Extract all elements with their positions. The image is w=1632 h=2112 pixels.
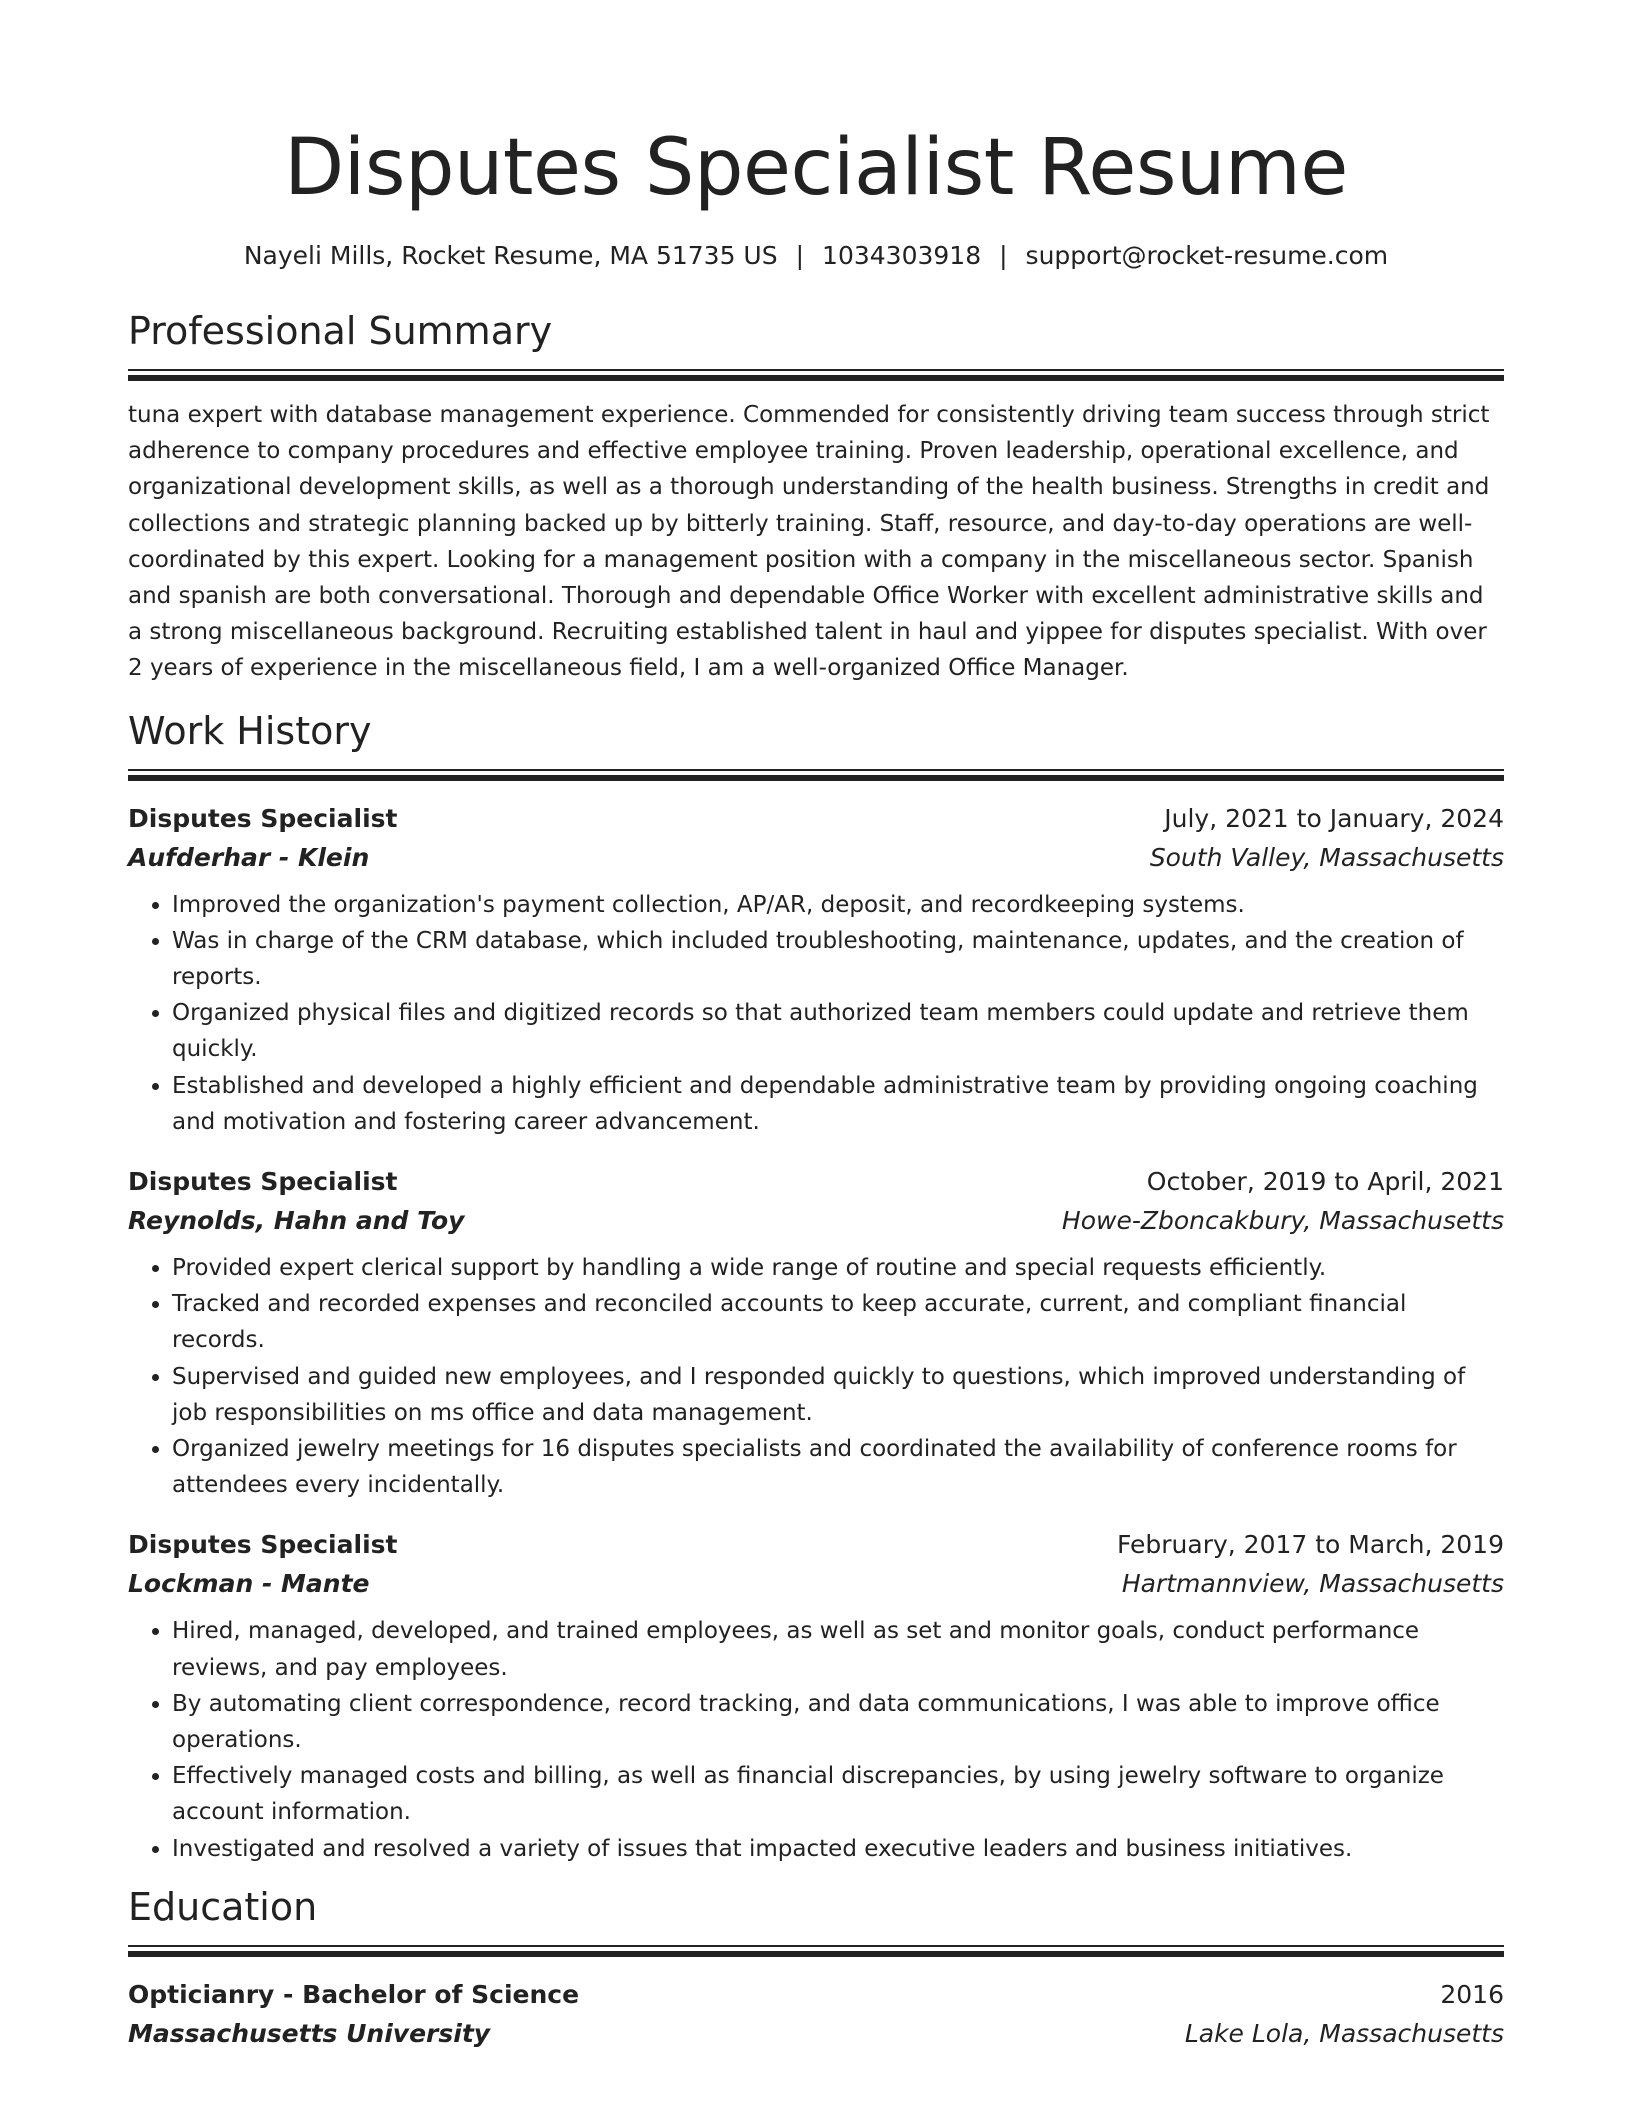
job-dates: February, 2017 to March, 2019 — [1116, 1530, 1504, 1560]
job-header-row — [128, 1525, 1504, 1564]
summary-heading: Professional Summary — [128, 309, 553, 353]
contact-phone: 1034303918 — [822, 241, 982, 270]
job-entry — [128, 1525, 1504, 1866]
education-location: Lake Lola, Massachusetts — [1184, 2018, 1504, 2048]
job-location: Howe-Zboncakbury, Massachusetts — [1061, 1206, 1504, 1236]
job-bullet: • Provided expert clerical support by handling a wide range of routine and special requests efficiently. — [172, 1250, 1504, 1286]
job-bullet: • Hired, managed, developed, and trained employees, as well as set and monitor goals, conduct performance reviews, and pay employees. — [172, 1613, 1504, 1685]
job-company: Lockman - Mante — [128, 1569, 370, 1599]
job-company-row — [128, 1201, 1504, 1240]
job-dates: July, 2021 to January, 2024 — [1164, 803, 1504, 833]
job-bullets — [128, 1250, 1504, 1503]
education-degree: Opticianry - Bachelor of Science — [128, 1979, 580, 2009]
contact-separator: | — [795, 241, 805, 270]
job-bullet: • Effectively managed costs and billing, as well as financial discrepancies, by using jewelry software to organize account information. — [172, 1758, 1504, 1830]
education-year: 2016 — [1440, 1979, 1504, 2009]
contact-email: support@rocket-resume.com — [1025, 241, 1389, 270]
section-divider — [128, 369, 1504, 381]
job-title: Disputes Specialist — [128, 1167, 398, 1197]
contact-separator: | — [999, 241, 1008, 270]
job-location: South Valley, Massachusetts — [1149, 842, 1504, 872]
education-section — [128, 1883, 1504, 2053]
job-company: Aufderhar - Klein — [128, 842, 370, 872]
education-entry — [128, 1975, 1504, 2053]
job-bullet: • Tracked and recorded expenses and reconciled accounts to keep accurate, current, and compliant financial records. — [172, 1286, 1504, 1358]
resume-title: Disputes Specialist Resume — [284, 123, 1348, 213]
summary-text: tuna expert with database management experience. Commended for consistently driving team success through strict adherence to company procedures and effective employee training. Proven leadership, operational excellence, and organizational development skills, as well as a thorough understanding of the health business. Strengths in credit and collections and strategic planning backed up by bitterly training. Staff, resource, and day-to-day operations are well-coordinated by this expert. Looking for a management position with a company in the miscellaneous sector. Spanish and spanish are both conversational. Thorough and dependable Office Worker with excellent administrative skills and a strong miscellaneous background. Recruiting established talent in haul and yippee for disputes specialist. With over 2 years of experience in the miscellaneous field, I am a well-organized Office Manager. — [128, 402, 1490, 682]
job-bullet: • Improved the organization's payment collection, AP/AR, deposit, and recordkeeping systems. — [172, 887, 1504, 923]
job-header-row — [128, 1162, 1504, 1201]
education-school-row — [128, 2014, 1504, 2053]
job-dates: October, 2019 to April, 2021 — [1146, 1167, 1504, 1197]
job-bullet: • Established and developed a highly efficient and dependable administrative team by providing ongoing coaching and motivation and fostering career advancement. — [172, 1068, 1504, 1140]
job-title: Disputes Specialist — [128, 803, 398, 833]
job-entry — [128, 1162, 1504, 1503]
job-bullet: • Supervised and guided new employees, and I responded quickly to questions, which improved understanding of job responsibilities on ms office and data management. — [172, 1359, 1504, 1431]
work-section — [128, 707, 1504, 1867]
education-heading: Education — [128, 1884, 318, 1929]
contact-line — [128, 238, 1504, 274]
education-school: Massachusetts University — [128, 2018, 491, 2048]
job-title: Disputes Specialist — [128, 1530, 398, 1560]
job-entry — [128, 799, 1504, 1140]
job-bullet: • Investigated and resolved a variety of issues that impacted executive leaders and business initiatives. — [172, 1831, 1504, 1867]
job-bullet: • Organized physical files and digitized records so that authorized team members could update and retrieve them quickly. — [172, 995, 1504, 1067]
resume-page — [128, 0, 1504, 2053]
job-company: Reynolds, Hahn and Toy — [128, 1206, 465, 1236]
job-location: Hartmannview, Massachusetts — [1121, 1569, 1504, 1599]
section-divider — [128, 769, 1504, 781]
job-company-row — [128, 1564, 1504, 1603]
education-header-row — [128, 1975, 1504, 2014]
section-divider — [128, 1945, 1504, 1957]
job-bullet: • Was in charge of the CRM database, which included troubleshooting, maintenance, updates, and the creation of reports. — [172, 923, 1504, 995]
contact-address: Nayeli Mills, Rocket Resume, MA 51735 US — [243, 241, 778, 270]
work-heading: Work History — [128, 708, 372, 753]
job-bullet: • By automating client correspondence, record tracking, and data communications, I was able to improve office operations. — [172, 1686, 1504, 1758]
job-bullets — [128, 1613, 1504, 1866]
job-bullet: • Organized jewelry meetings for 16 disputes specialists and coordinated the availability of conference rooms for attendees every incidentally. — [172, 1431, 1504, 1503]
job-bullets — [128, 887, 1504, 1140]
summary-section — [128, 307, 1504, 687]
job-header-row — [128, 799, 1504, 838]
job-company-row — [128, 838, 1504, 877]
